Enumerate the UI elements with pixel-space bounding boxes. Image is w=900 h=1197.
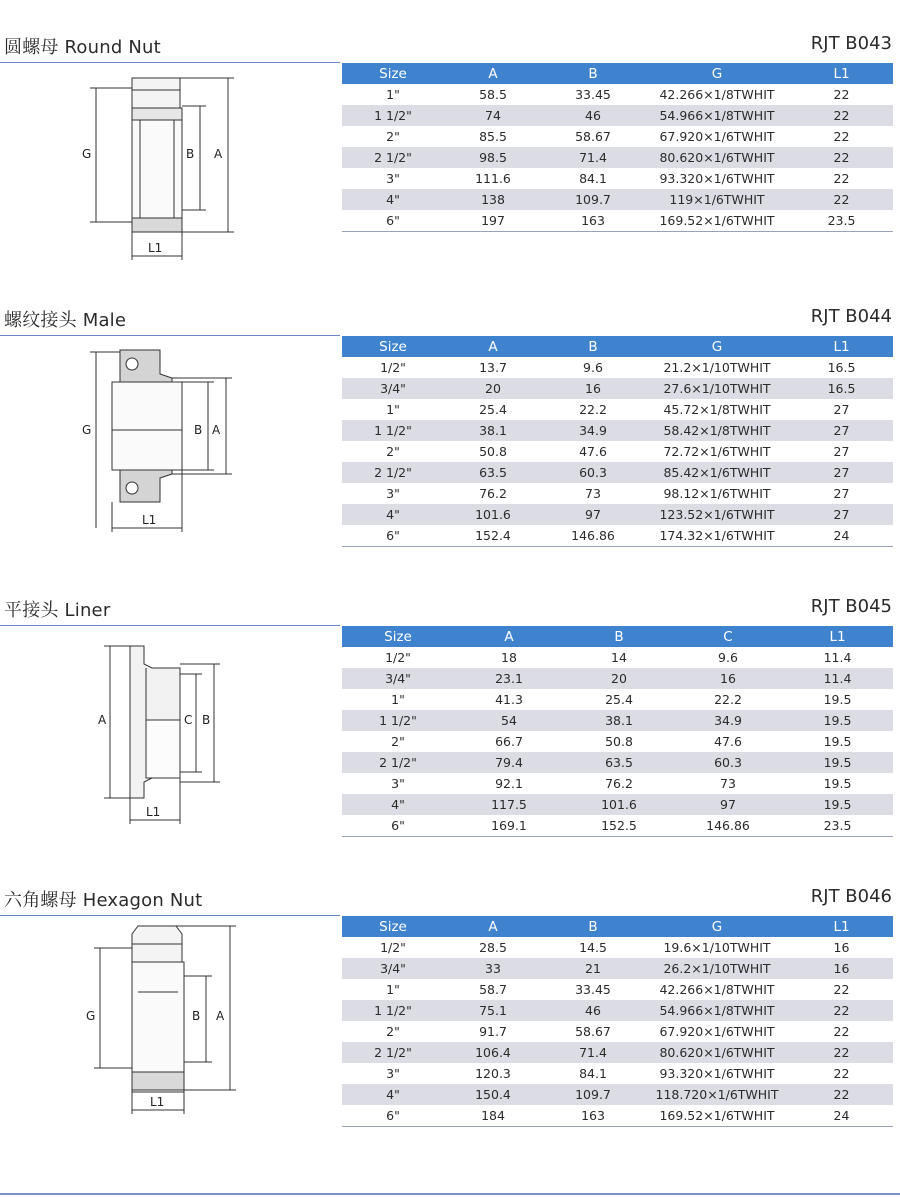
cell: 169.52×1/6TWHIT — [644, 210, 790, 232]
cell: 18 — [501, 650, 517, 665]
table-row — [342, 168, 893, 189]
col-header: L1 — [782, 626, 893, 647]
cell: 1" — [386, 982, 400, 997]
cell: 184 — [444, 1105, 542, 1127]
dim-label-a: A — [214, 147, 223, 161]
cell: 6" — [342, 1105, 444, 1127]
cell: 146.86 — [674, 815, 782, 837]
cell: 163 — [542, 210, 644, 232]
cell: 152.4 — [444, 525, 542, 547]
table-row — [342, 147, 893, 168]
cell: 101.6 — [564, 794, 674, 815]
cell: 22 — [790, 147, 893, 168]
col-header: A — [454, 626, 564, 647]
cell: 22.2 — [579, 402, 607, 417]
section-title: 平接头 Liner — [4, 600, 111, 621]
col-header: G — [644, 63, 790, 84]
cell: 2" — [386, 129, 400, 144]
cell: 22 — [833, 129, 850, 144]
table-header — [342, 63, 893, 84]
table-row — [342, 525, 893, 547]
liner-drawing — [60, 632, 280, 827]
cell: 71.4 — [542, 147, 644, 168]
cell: 16 — [833, 940, 850, 955]
cell: 23.5 — [782, 815, 893, 837]
cell: 58.7 — [479, 982, 507, 997]
table-row — [342, 773, 893, 794]
dim-label-b: B — [192, 1009, 201, 1023]
cell: 19.5 — [782, 794, 893, 815]
cell: 197 — [444, 210, 542, 232]
cell: 16 — [674, 668, 782, 689]
cell: 9.6 — [583, 360, 603, 375]
col-header: B — [542, 63, 644, 84]
cell: 2 1/2" — [342, 1042, 444, 1063]
cell: 1 1/2" — [342, 420, 444, 441]
dim-label-b: B — [202, 713, 211, 727]
cell: 9.6 — [718, 650, 738, 665]
table-row — [342, 441, 893, 462]
table-row — [342, 105, 893, 126]
cell: 1/2" — [380, 940, 406, 955]
cell: 3/4" — [342, 668, 454, 689]
col-header: L1 — [790, 63, 893, 84]
cell: 42.266×1/8TWHIT — [659, 982, 775, 997]
cell: 19.5 — [782, 752, 893, 773]
col-header: Size — [342, 626, 454, 647]
cell: 6" — [342, 210, 444, 232]
cell: 16 — [542, 378, 644, 399]
cell: 117.5 — [454, 794, 564, 815]
cell: 84.1 — [579, 1066, 607, 1081]
table-row — [342, 668, 893, 689]
hexagon-nut-drawing — [60, 922, 280, 1117]
cell: 3" — [386, 171, 400, 186]
table-header — [342, 626, 893, 647]
cell: 16.5 — [827, 360, 856, 375]
col-header: G — [644, 916, 790, 937]
cell: 6" — [342, 525, 444, 547]
cell: 1" — [386, 87, 400, 102]
cell: 119×1/6TWHIT — [644, 189, 790, 210]
col-header: A — [444, 916, 542, 937]
cell: 27.6×1/10TWHIT — [644, 378, 790, 399]
cell: 19.5 — [782, 710, 893, 731]
cell: 118.720×1/6TWHIT — [644, 1084, 790, 1105]
table-header — [342, 336, 893, 357]
section-title: 圆螺母 Round Nut — [4, 37, 161, 58]
cell: 80.620×1/6TWHIT — [644, 147, 790, 168]
cell: 4" — [342, 1084, 444, 1105]
cell: 19.5 — [823, 734, 852, 749]
cell: 74 — [444, 105, 542, 126]
cell: 27 — [790, 462, 893, 483]
cell: 80.620×1/6TWHIT — [644, 1042, 790, 1063]
cell: 93.320×1/6TWHIT — [659, 1066, 775, 1081]
table-row — [342, 1000, 893, 1021]
cell: 120.3 — [475, 1066, 511, 1081]
cell: 72.72×1/6TWHIT — [663, 444, 771, 459]
cell: 47.6 — [579, 444, 607, 459]
cell: 66.7 — [495, 734, 523, 749]
cell: 20 — [564, 668, 674, 689]
cell: 33.45 — [575, 87, 611, 102]
cell: 22 — [833, 982, 850, 997]
table-row — [342, 399, 893, 420]
section-title: 六角螺母 Hexagon Nut — [4, 890, 203, 911]
cell: 19.5 — [823, 776, 852, 791]
col-header: G — [644, 336, 790, 357]
cell: 46 — [542, 1000, 644, 1021]
dim-label-g: G — [82, 147, 92, 161]
dim-label-a: A — [98, 713, 107, 727]
cell: 76.2 — [479, 486, 507, 501]
cell: 34.9 — [542, 420, 644, 441]
cell: 21.2×1/10TWHIT — [663, 360, 771, 375]
cell: 174.32×1/6TWHIT — [644, 525, 790, 547]
cell: 33 — [444, 958, 542, 979]
cell: 45.72×1/8TWHIT — [663, 402, 771, 417]
col-header: B — [542, 916, 644, 937]
cell: 42.266×1/8TWHIT — [659, 87, 775, 102]
cell: 106.4 — [444, 1042, 542, 1063]
table-row — [342, 689, 893, 710]
cell: 73 — [585, 486, 601, 501]
table-row — [342, 420, 893, 441]
table-row — [342, 958, 893, 979]
product-code: RJT B045 — [810, 596, 892, 617]
table-row — [342, 937, 893, 958]
col-header: B — [542, 336, 644, 357]
cell: 24 — [790, 1105, 893, 1127]
cell: 97 — [674, 794, 782, 815]
cell: 1 1/2" — [342, 105, 444, 126]
table-row — [342, 1084, 893, 1105]
cell: 152.5 — [564, 815, 674, 837]
cell: 13.7 — [479, 360, 507, 375]
table-row — [342, 1042, 893, 1063]
product-code: RJT B046 — [810, 886, 892, 907]
cell: 22 — [790, 105, 893, 126]
cell: 33.45 — [575, 982, 611, 997]
cell: 46 — [542, 105, 644, 126]
spec-table — [342, 336, 893, 547]
cell: 3" — [386, 486, 400, 501]
cell: 101.6 — [444, 504, 542, 525]
dim-label-g: G — [82, 423, 92, 437]
cell: 27 — [833, 486, 850, 501]
divider — [0, 335, 340, 336]
spec-table — [342, 63, 893, 232]
cell: 27 — [833, 444, 850, 459]
cell: 2 1/2" — [342, 147, 444, 168]
cell: 98.12×1/6TWHIT — [663, 486, 771, 501]
cell: 169.52×1/6TWHIT — [644, 1105, 790, 1127]
table-row — [342, 647, 893, 668]
cell: 3/4" — [342, 378, 444, 399]
col-header: Size — [342, 336, 444, 357]
table-row — [342, 483, 893, 504]
cell: 24 — [790, 525, 893, 547]
cell: 2" — [386, 1024, 400, 1039]
cell: 1 1/2" — [342, 1000, 444, 1021]
cell: 20 — [444, 378, 542, 399]
table-row — [342, 752, 893, 773]
cell: 76.2 — [605, 776, 633, 791]
divider — [0, 62, 340, 63]
cell: 1/2" — [380, 360, 406, 375]
cell: 11.4 — [823, 650, 852, 665]
cell: 16 — [790, 958, 893, 979]
cell: 50.8 — [605, 734, 633, 749]
dim-label-g: G — [86, 1009, 96, 1023]
cell: 22 — [833, 171, 850, 186]
page-bottom-rule — [0, 1193, 900, 1195]
cell: 23.5 — [790, 210, 893, 232]
product-code: RJT B044 — [810, 306, 892, 327]
divider — [0, 915, 340, 916]
table-row — [342, 1021, 893, 1042]
cell: 146.86 — [542, 525, 644, 547]
cell: 38.1 — [564, 710, 674, 731]
cell: 67.920×1/6TWHIT — [659, 1024, 775, 1039]
cell: 22 — [833, 1024, 850, 1039]
table-row — [342, 1105, 893, 1127]
cell: 22 — [790, 1042, 893, 1063]
cell: 75.1 — [444, 1000, 542, 1021]
col-header: A — [444, 336, 542, 357]
cell: 3" — [391, 776, 405, 791]
cell: 85.42×1/6TWHIT — [644, 462, 790, 483]
cell: 150.4 — [444, 1084, 542, 1105]
cell: 98.5 — [444, 147, 542, 168]
cell: 22 — [790, 189, 893, 210]
cell: 58.42×1/8TWHIT — [644, 420, 790, 441]
cell: 14.5 — [579, 940, 607, 955]
spec-table — [342, 626, 893, 837]
cell: 34.9 — [674, 710, 782, 731]
cell: 41.3 — [495, 692, 523, 707]
cell: 97 — [542, 504, 644, 525]
col-header: Size — [342, 63, 444, 84]
cell: 50.8 — [479, 444, 507, 459]
cell: 19.6×1/10TWHIT — [663, 940, 771, 955]
cell: 63.5 — [444, 462, 542, 483]
dim-label-b: B — [194, 423, 203, 437]
cell: 54 — [454, 710, 564, 731]
cell: 1" — [391, 692, 405, 707]
table-row — [342, 979, 893, 1000]
cell: 58.67 — [575, 1024, 611, 1039]
table-row — [342, 357, 893, 378]
cell: 3" — [386, 1066, 400, 1081]
dim-label-a: A — [216, 1009, 225, 1023]
cell: 27 — [790, 420, 893, 441]
dim-label-a: A — [212, 423, 221, 437]
spec-table — [342, 916, 893, 1127]
cell: 138 — [444, 189, 542, 210]
cell: 60.3 — [542, 462, 644, 483]
cell: 26.2×1/10TWHIT — [644, 958, 790, 979]
cell: 109.7 — [542, 189, 644, 210]
round-nut-drawing — [60, 70, 280, 265]
cell: 22 — [790, 1084, 893, 1105]
cell: 63.5 — [564, 752, 674, 773]
dim-label-c: C — [184, 713, 193, 727]
col-header: A — [444, 63, 542, 84]
cell: 28.5 — [479, 940, 507, 955]
cell: 21 — [542, 958, 644, 979]
col-header: C — [674, 626, 782, 647]
cell: 58.67 — [575, 129, 611, 144]
cell: 163 — [542, 1105, 644, 1127]
cell: 3/4" — [342, 958, 444, 979]
cell: 93.320×1/6TWHIT — [659, 171, 775, 186]
cell: 47.6 — [714, 734, 742, 749]
cell: 71.4 — [542, 1042, 644, 1063]
cell: 84.1 — [579, 171, 607, 186]
cell: 109.7 — [542, 1084, 644, 1105]
cell: 25.4 — [605, 692, 633, 707]
table-header — [342, 916, 893, 937]
cell: 169.1 — [454, 815, 564, 837]
table-row — [342, 189, 893, 210]
cell: 16.5 — [790, 378, 893, 399]
cell: 92.1 — [495, 776, 523, 791]
table-row — [342, 731, 893, 752]
cell: 22.2 — [714, 692, 742, 707]
table-row — [342, 126, 893, 147]
cell: 79.4 — [454, 752, 564, 773]
cell: 27 — [833, 402, 850, 417]
male-drawing — [60, 342, 280, 537]
cell: 4" — [342, 794, 454, 815]
cell: 22 — [833, 1066, 850, 1081]
cell: 27 — [790, 504, 893, 525]
cell: 22 — [833, 87, 850, 102]
section-title: 螺纹接头 Male — [4, 310, 127, 331]
table-row — [342, 504, 893, 525]
cell: 11.4 — [782, 668, 893, 689]
table-row — [342, 84, 893, 105]
table-row — [342, 378, 893, 399]
col-header: L1 — [790, 916, 893, 937]
cell: 91.7 — [479, 1024, 507, 1039]
table-row — [342, 815, 893, 837]
cell: 38.1 — [444, 420, 542, 441]
table-row — [342, 210, 893, 232]
cell: 2 1/2" — [342, 462, 444, 483]
col-header: Size — [342, 916, 444, 937]
cell: 1" — [386, 402, 400, 417]
cell: 85.5 — [479, 129, 507, 144]
cell: 6" — [342, 815, 454, 837]
cell: 111.6 — [475, 171, 511, 186]
table-row — [342, 462, 893, 483]
dim-label-l1: L1 — [142, 513, 157, 527]
cell: 22 — [790, 1000, 893, 1021]
col-header: L1 — [790, 336, 893, 357]
dim-label-l1: L1 — [146, 805, 161, 819]
cell: 4" — [342, 189, 444, 210]
cell: 54.966×1/8TWHIT — [644, 105, 790, 126]
col-header: B — [564, 626, 674, 647]
cell: 4" — [342, 504, 444, 525]
dim-label-l1: L1 — [150, 1095, 165, 1109]
cell: 73 — [720, 776, 736, 791]
product-code: RJT B043 — [810, 33, 892, 54]
cell: 67.920×1/6TWHIT — [659, 129, 775, 144]
divider — [0, 625, 340, 626]
cell: 14 — [611, 650, 627, 665]
table-row — [342, 794, 893, 815]
cell: 23.1 — [454, 668, 564, 689]
cell: 58.5 — [479, 87, 507, 102]
table-row — [342, 1063, 893, 1084]
cell: 25.4 — [479, 402, 507, 417]
dim-label-b: B — [186, 147, 195, 161]
cell: 19.5 — [823, 692, 852, 707]
table-row — [342, 710, 893, 731]
cell: 2" — [386, 444, 400, 459]
cell: 123.52×1/6TWHIT — [644, 504, 790, 525]
cell: 54.966×1/8TWHIT — [644, 1000, 790, 1021]
cell: 1 1/2" — [342, 710, 454, 731]
dim-label-l1: L1 — [148, 241, 163, 255]
cell: 60.3 — [674, 752, 782, 773]
cell: 2 1/2" — [342, 752, 454, 773]
cell: 2" — [391, 734, 405, 749]
cell: 1/2" — [385, 650, 411, 665]
